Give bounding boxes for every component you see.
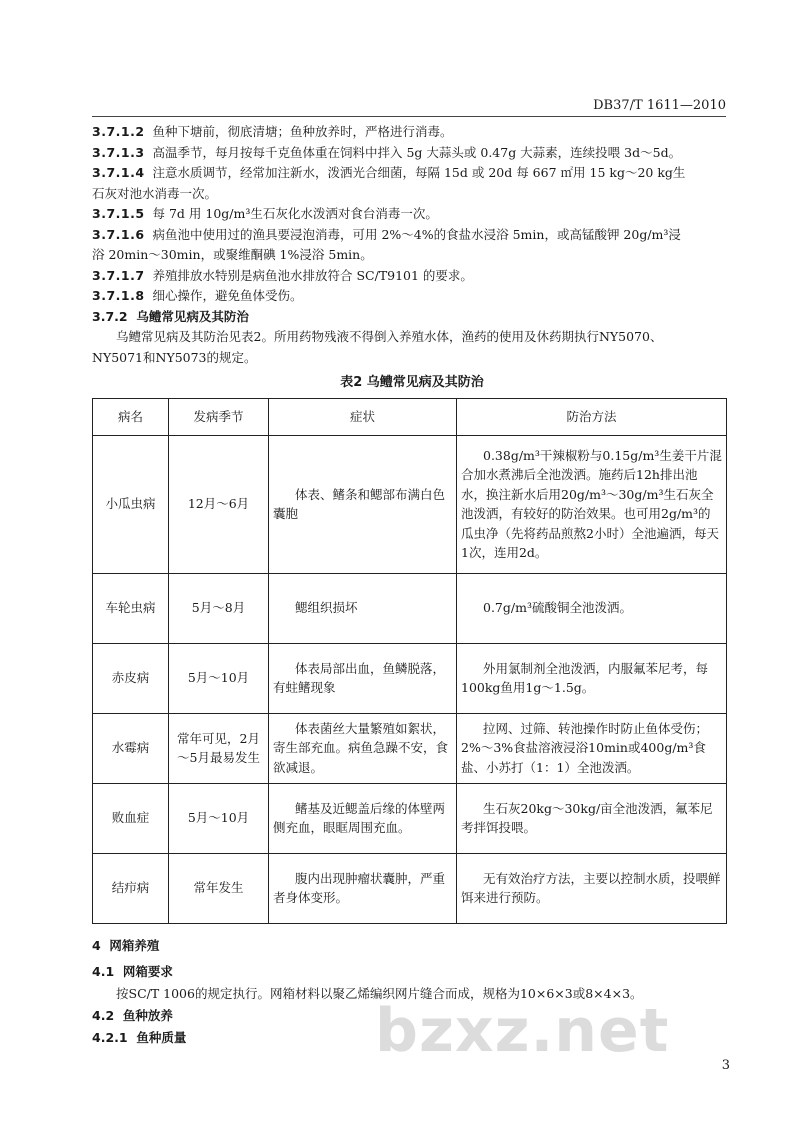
- clause-text: 每 7d 用 10g/m³生石灰化水泼洒对食台消毒一次。: [152, 206, 438, 221]
- section-title: 鱼种质量: [136, 1030, 187, 1045]
- disease-season: 5月～8月: [169, 573, 269, 643]
- header-code: DB37/T 1611—2010: [593, 98, 726, 113]
- clause-3-7-1-7: [92, 266, 732, 287]
- disease-name: 赤皮病: [93, 643, 169, 713]
- disease-name: 水霉病: [93, 713, 169, 783]
- disease-symptom: 体表、鳍条和鳃部布满白色囊胞: [269, 435, 457, 573]
- clause-3-7-1-3: [92, 143, 732, 164]
- clause-3-7-1-8: [92, 286, 732, 307]
- disease-symptom: 体表菌丝大量繁殖如絮状，寄生部充血。病鱼急躁不安，食欲减退。: [269, 713, 457, 783]
- table-row: [93, 573, 727, 643]
- section-title: 网箱要求: [122, 964, 173, 979]
- disease-treatment: 0.7g/m³硫酸铜全池泼洒。: [457, 573, 727, 643]
- disease-treatment: 生石灰20kg～30kg/亩全池泼洒，氟苯尼考拌饵投喂。: [457, 783, 727, 853]
- para-text: 乌鳢常见病及其防治见表2。所用药物残液不得倒入养殖水体，渔药的使用及休药期执行NY5070、: [116, 329, 663, 344]
- clause-3-7-1-6-cont: [92, 245, 732, 266]
- clause-3-7-1-2: [92, 122, 732, 143]
- header-treatment: 防治方法: [457, 398, 727, 435]
- disease-name: 小瓜虫病: [93, 435, 169, 573]
- table-row: [93, 435, 727, 573]
- page-number: 3: [721, 1058, 730, 1073]
- disease-treatment: 拉网、过筛、转池操作时防止鱼体受伤；2%～3%食盐溶液浸浴10min或400g/m³食盐、小苏打（1：1）全池泼洒。: [457, 713, 727, 783]
- clause-number: 3.7.1.4: [92, 165, 145, 180]
- table-row: [93, 643, 727, 713]
- section-3-7-2-para-cont: [92, 348, 732, 369]
- disease-season: 12月～6月: [169, 435, 269, 573]
- section-3-7-2-heading: [92, 307, 732, 328]
- disease-season: 常年可见，2月～5月最易发生: [169, 713, 269, 783]
- watermark: bzxz.net: [375, 996, 670, 1066]
- clause-text: 细心操作，避免鱼体受伤。: [152, 288, 303, 303]
- clause-text: 病鱼池中使用过的渔具要浸泡消毒，可用 2%～4%的食盐水浸浴 5min，或高锰酸钾 20g/m³浸: [152, 226, 681, 242]
- clause-number: 3.7.1.6: [92, 226, 145, 242]
- header-season: 发病季节: [169, 398, 269, 435]
- clause-text: 鱼种下塘前，彻底清塘；鱼种放养时，严格进行消毒。: [152, 124, 453, 139]
- section-number: 3.7.2: [92, 308, 128, 324]
- disease-name: 结疖病: [93, 853, 169, 923]
- disease-treatment: 外用氯制剂全池泼洒，内服氟苯尼考，每100kg鱼用1g～1.5g。: [457, 643, 727, 713]
- table-header-row: [93, 398, 727, 435]
- section-title: 网箱养殖: [109, 938, 160, 953]
- disease-symptom: 鳍基及近鳃盖后缘的体壁两侧充血，眼眶周围充血。: [269, 783, 457, 853]
- disease-treatment: 0.38g/m³干辣椒粉与0.15g/m³生姜干片混合加水煮沸后全池泼洒。施药后12h排出池水，换注新水后用20g/m³～30g/m³生石灰全池泼洒，有较好的防治效果。也可用2g/m³的瓜虫净（先将药品煎熬2小时）全池遍洒，每天1次，连用2d。: [457, 435, 727, 573]
- clause-3-7-1-6: [92, 225, 732, 246]
- section-number: 4.2.1: [92, 1030, 128, 1045]
- clause-number: 3.7.1.2: [92, 124, 145, 139]
- section-number: 4.2: [92, 1008, 115, 1023]
- disease-symptom: 腹内出现肿瘤状囊肿，严重者身体变形。: [269, 853, 457, 923]
- clause-text: 浴 20min～30min，或聚维酮碘 1%浸浴 5min。: [92, 247, 373, 262]
- section-4-heading: [92, 935, 732, 957]
- clause-text: 养殖排放水特别是病鱼池水排放符合 SC/T9101 的要求。: [152, 267, 473, 283]
- clause-3-7-1-5: [92, 204, 732, 225]
- disease-season: 常年发生: [169, 853, 269, 923]
- clause-number: 3.7.1.7: [92, 267, 145, 283]
- section-title: 乌鳢常见病及其防治: [136, 308, 249, 324]
- table-caption: 表2 乌鳢常见病及其防治: [340, 375, 484, 390]
- clause-number: 3.7.1.3: [92, 144, 145, 160]
- disease-name: 车轮虫病: [93, 573, 169, 643]
- disease-season: 5月～10月: [169, 783, 269, 853]
- disease-symptom: 鳃组织损坏: [269, 573, 457, 643]
- clause-text: 高温季节，每月按每千克鱼体重在饲料中拌入 5g 大蒜头或 0.47g 大蒜素，连续投喂 3d～5d。: [152, 144, 682, 160]
- clause-3-7-1-4-cont: [92, 184, 732, 205]
- section-4-1-heading: [92, 961, 732, 983]
- clause-number: 3.7.1.8: [92, 288, 145, 303]
- section-3-7-2-para: [92, 327, 732, 348]
- para-text: NY5071和NY5073的规定。: [92, 349, 257, 365]
- table-row: [93, 713, 727, 783]
- clause-text: 石灰对池水消毒一次。: [92, 185, 218, 201]
- table-row: [93, 783, 727, 853]
- disease-treatment: 无有效治疗方法，主要以控制水质，投喂鲜饵来进行预防。: [457, 853, 727, 923]
- disease-season: 5月～10月: [169, 643, 269, 713]
- header-rule: [92, 116, 726, 117]
- section-title: 鱼种放养: [122, 1008, 173, 1023]
- disease-table: [92, 398, 727, 924]
- header-disease-name: 病名: [93, 398, 169, 435]
- disease-symptom: 体表局部出血，鱼鳞脱落，有蛀鳍现象: [269, 643, 457, 713]
- section-number: 4: [92, 938, 101, 953]
- clause-3-7-1-4: [92, 163, 732, 184]
- section-4-1-para: 按SC/T 1006的规定执行。网箱材料以聚乙烯编织网片缝合而成，规格为10×6×3或8×4×3。: [116, 986, 643, 1001]
- table-row: [93, 853, 727, 923]
- clause-number: 3.7.1.5: [92, 206, 145, 221]
- section-number: 4.1: [92, 964, 115, 979]
- disease-name: 败血症: [93, 783, 169, 853]
- header-symptom: 症状: [269, 398, 457, 435]
- body-content: [92, 122, 732, 924]
- clause-text: 注意水质调节，经常加注新水，泼洒光合细菌，每隔 15d 或 20d 每 667 ㎡用 15 kg～20 kg生: [152, 165, 686, 180]
